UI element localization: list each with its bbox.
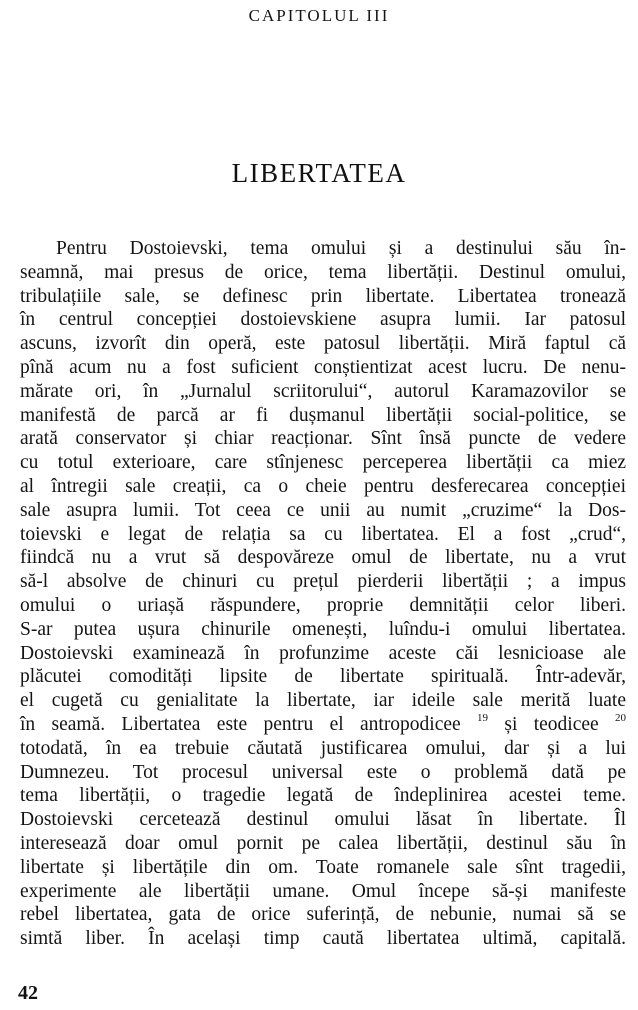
paragraph-line: omului o uriașă răspundere, proprie demnității celor liberi. — [20, 594, 626, 616]
paragraph-line: sale asupra lumii. Tot ceea ce unii au numit „cruzime“ la Dos- — [20, 499, 626, 521]
paragraph-line: el cugetă cu genialitate la libertate, iar ideile sale merită luate — [20, 690, 626, 712]
footnote-marker: 19 — [477, 711, 489, 724]
paragraph-line: fiindcă nu a vrut să despovăreze omul de libertate, nu a vrut — [20, 547, 626, 569]
paragraph-line: S-ar putea ușura chinurile omenești, luîndu-i omului libertatea. — [20, 618, 626, 640]
paragraph-line: cu totul exterioare, care stînjenesc perceperea libertății ca miez — [20, 452, 626, 474]
paragraph-line: plăcutei comodități lipsite de libertate spirituală. Într-adevăr, — [20, 666, 626, 688]
paragraph-line: manifestă de parcă ar fi dușmanul libertății social-politice, se — [20, 404, 626, 426]
footnote-marker: 20 — [615, 711, 626, 724]
paragraph-line: ascuns, izvorît din operă, este patosul libertății. Miră faptul că — [20, 333, 626, 355]
paragraph-line: Dostoievski examinează în profunzime aceste căi lesnicioase ale — [20, 642, 626, 664]
paragraph-line: pînă acum nu a fost suficient conștientizat acest lucru. De nenu- — [20, 356, 626, 378]
paragraph-line: experimente ale libertății umane. Omul începe să-și manifeste — [20, 880, 626, 902]
paragraph-line-with-footnotes — [20, 713, 626, 737]
line-text-start: în seamă. Libertatea este pentru el antropodicee — [20, 713, 478, 735]
paragraph-line: arată conservator și chiar reacționar. Sînt însă puncte de vedere — [20, 428, 626, 450]
paragraph-line: să-l absolve de chinuri cu prețul pierderii libertății ; a impus — [20, 571, 626, 593]
paragraph-line: rebel libertatea, gata de orice suferință, de nebunie, numai să se — [20, 904, 626, 926]
paragraph-line: libertate și libertățile din om. Toate romanele sale sînt tragedii, — [20, 856, 626, 878]
paragraph-line: Dumnezeu. Tot procesul universal este o problemă dată pe — [20, 761, 626, 783]
paragraph-line: al întregii sale creații, ca o cheie pentru desferecarea concepției — [20, 475, 626, 497]
paragraph-line: simtă liber. În același timp caută libertatea ultimă, capitală. — [20, 928, 626, 950]
chapter-title: LIBERTATEA — [231, 158, 407, 188]
paragraph-line: totodată, în ea trebuie căutată justificarea omului, dar și a lui — [20, 737, 626, 759]
paragraph-line: Dostoievski cercetează destinul omului lăsat în libertate. Îl — [20, 809, 626, 831]
line-text-middle: și teodicee — [488, 713, 615, 735]
running-header: CAPITOLUL III — [248, 6, 390, 25]
paragraph-line: toievski e legat de relația sa cu libertatea. El a fost „crud“, — [20, 523, 626, 545]
body-paragraph — [20, 237, 626, 951]
paragraph-line: seamnă, mai presus de orice, tema libertății. Destinul omului, — [20, 261, 626, 283]
paragraph-line: interesează doar omul pornit pe calea libertății, destinul său în — [20, 832, 626, 854]
paragraph-line: Pentru Dostoievski, tema omului și a destinului său în- — [56, 238, 626, 259]
paragraph-line: mărate ori, în „Jurnalul scriitorului“, autorul Karamazovilor se — [20, 380, 626, 402]
paragraph-line: în centrul concepției dostoievskiene asupra lumii. Iar patosul — [20, 309, 626, 331]
paragraph-line: tema libertății, o tragedie legată de îndeplinirea acestei teme. — [20, 785, 626, 807]
page-number: 42 — [18, 982, 38, 1004]
paragraph-line: tribulațiile sale, se definesc prin libertate. Libertatea tronează — [20, 285, 626, 307]
